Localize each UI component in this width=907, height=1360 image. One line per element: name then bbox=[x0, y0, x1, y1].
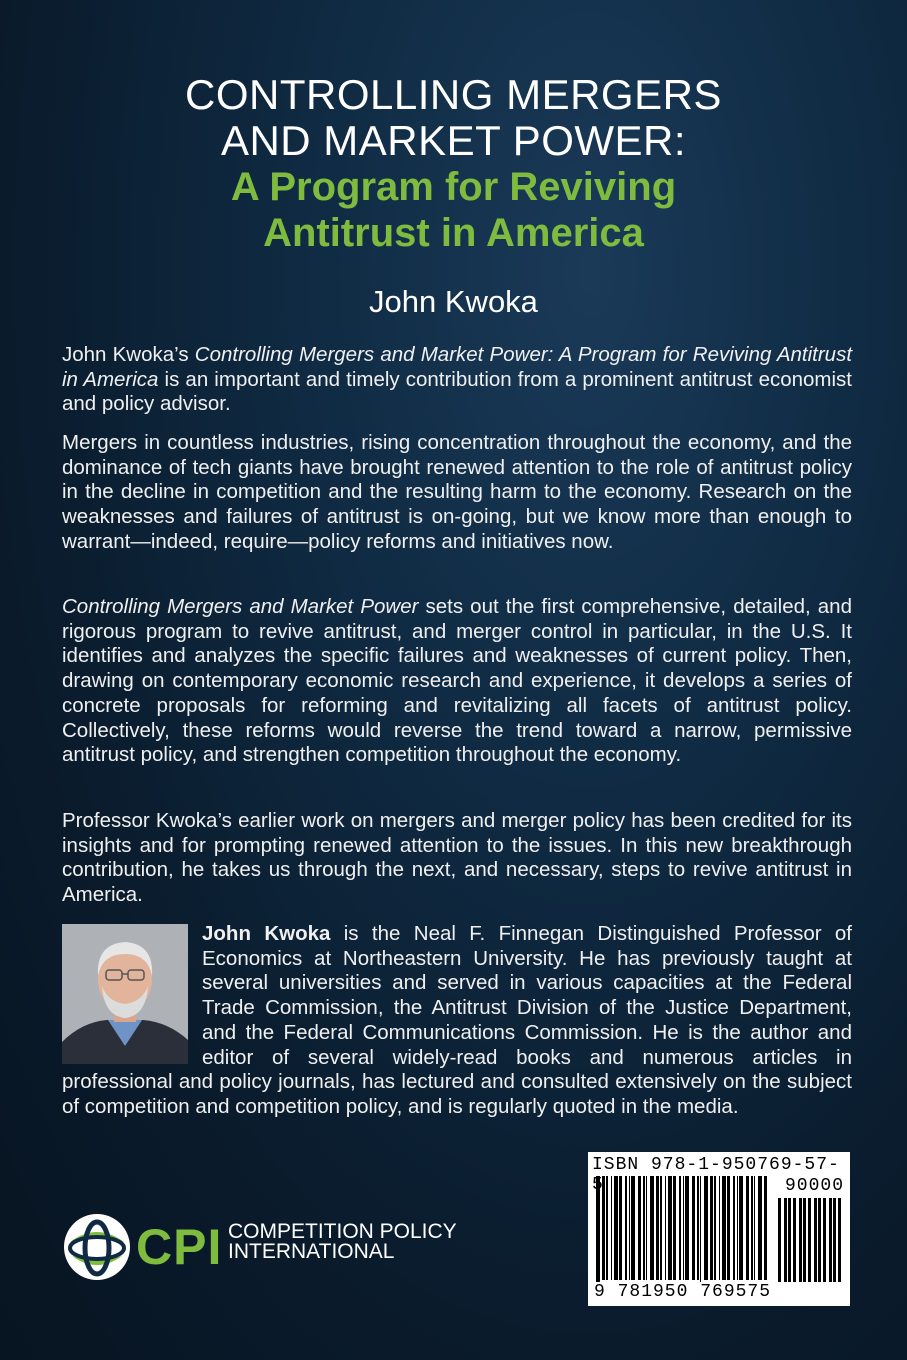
publisher-name bbox=[228, 1222, 457, 1262]
cpi-globe-icon bbox=[62, 1212, 132, 1282]
title-line-2: AND MARKET POWER: bbox=[220, 117, 687, 164]
subtitle-line-2: Antitrust in America bbox=[263, 211, 644, 255]
bio-text: is the Neal F. Finnegan Distinguished Professor of Economics at Northeastern University. He has previously taught at several universities and served in various capacities at the Federal Trade Commission, the Antitrust Division of the Justice Department, and the Federal Communications Commission. He is the author and editor of several widely-read books and numerous articles in professional and policy journals, has lectured and consulted extensively on the subject of competition and competition policy, and is regularly quoted in the media. bbox=[62, 922, 852, 1118]
title-line-1: CONTROLLING MERGERS bbox=[185, 71, 722, 118]
paragraph-earlier-work: Professor Kwoka’s earlier work on mergers and merger policy has been credited for its insights and for prompting renewed attention to the issues. In this new breakthrough contribution, he takes us through the next, and necessary, steps to revive antitrust in America. bbox=[62, 809, 852, 907]
isbn-barcode bbox=[588, 1152, 850, 1306]
p1-end: is an important and timely contribution from a prominent antitrust economist and policy advisor. bbox=[62, 367, 853, 416]
author-photo bbox=[62, 924, 188, 1064]
p1-start: John Kwoka’s bbox=[62, 343, 195, 366]
paragraph-mergers: Mergers in countless industries, rising concentration throughout the economy, and the dominance of tech giants have brought renewed attention to the role of antitrust policy in the decline in competition and the resulting harm to the economy. Research on the weaknesses and failures of antitrust is on-going, but we know more than enough to warrant—indeed, require—policy reforms and initiatives now. bbox=[62, 431, 852, 553]
barcode-digits: 9 781950 769575 bbox=[594, 1282, 846, 1302]
p3-book-title: Controlling Mergers and Market Power bbox=[62, 595, 419, 618]
cpi-acronym: CPI bbox=[136, 1219, 223, 1275]
subtitle-line-1: A Program for Reviving bbox=[230, 165, 677, 209]
title-block bbox=[0, 72, 907, 256]
p3-rest: sets out the first comprehensive, detailed, and rigorous program to revive antitrust, and merger control in particular, in the U.S. It identifies and analyzes the specific failures and weaknesses of current policy. Then, drawing on contemporary economic research and experience, it develops a series of concrete proposals for reforming and revitalizing all facets of antitrust policy. Collectively, these reforms would reverse the trend toward a narrow, permissive antitrust policy, and strengthen competition throughout the economy. bbox=[62, 595, 852, 767]
bio-name: John Kwoka bbox=[202, 922, 331, 945]
publisher-name-line-1: COMPETITION POLICY bbox=[228, 1220, 457, 1243]
author-name: John Kwoka bbox=[369, 284, 538, 319]
p1-book-title: Controlling Mergers and Market Power: A Program for Reviving Antitrust in America bbox=[62, 343, 853, 391]
price-code: 90000 bbox=[784, 1176, 844, 1196]
paragraph-program bbox=[62, 595, 852, 768]
author-bio bbox=[62, 922, 852, 1120]
paragraph-intro bbox=[62, 343, 852, 417]
publisher-name-line-2: INTERNATIONAL bbox=[228, 1240, 395, 1263]
isbn-label: ISBN 978-1-950769-57-5 bbox=[592, 1155, 840, 1195]
publisher-logo bbox=[62, 1212, 457, 1287]
